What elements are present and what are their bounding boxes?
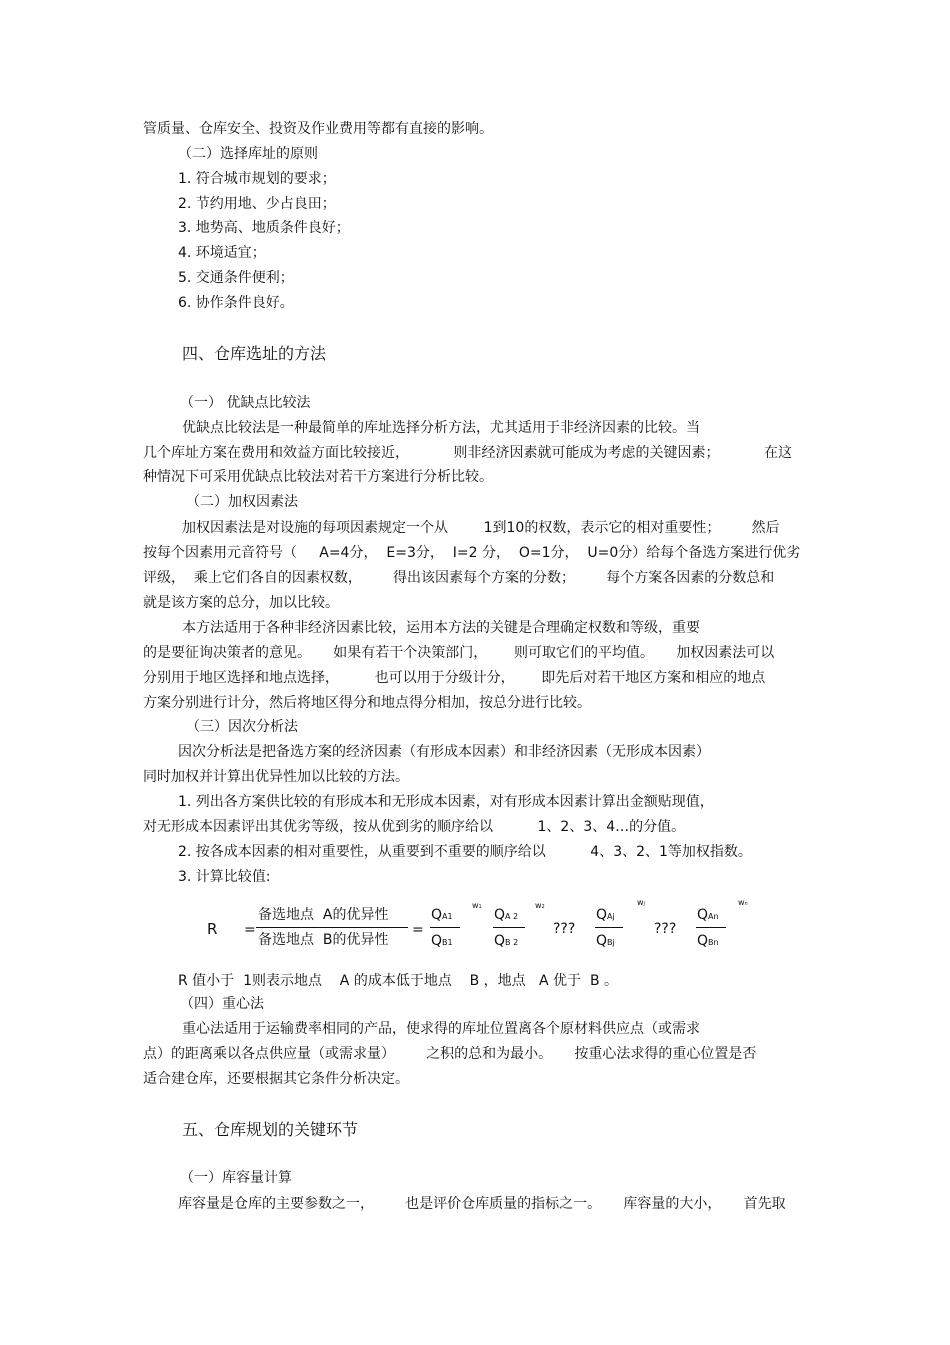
paragraph-line: 评级， 乘上它们各自的因素权数， 得出该因素每个方案的分数； 每个方案各因素的分数总和: [143, 570, 775, 586]
paragraph-line: 几个库址方案在费用和效益方面比较接近， 则非经济因素就可能成为考虑的关键因素； 在这: [143, 445, 793, 461]
weight-exponent: w1: [472, 901, 482, 910]
formula-numerator: 备选地点 A的优异性: [258, 907, 389, 923]
formula-ellipsis: ???: [654, 921, 677, 937]
fraction-bar: [696, 927, 726, 928]
paragraph-line: R 值小于 1则表示地点 A 的成本低于地点 B ，地点 A 优于 B 。: [178, 973, 619, 989]
paragraph-line: 按每个因素用元音符号（ A=4分， E=3分， I=2 分， O=1分， U=0分）给每个备选方案进行优劣: [143, 545, 801, 561]
fraction-bar: [493, 927, 525, 928]
list-item: 1. 符合城市规划的要求；: [178, 171, 336, 187]
comparison-formula: [0, 895, 950, 965]
paragraph-line: 对无形成本因素评出其优劣等级，按从优到劣的顺序给以 1、2、3、4…的分值。: [143, 819, 686, 835]
paragraph-line: 重心法适用于运输费率相同的产品，使求得的库址位置离各个原材料供应点（或需求: [182, 1021, 700, 1037]
formula-equals: =: [244, 922, 256, 938]
quotient-denominator: QBj: [596, 933, 615, 949]
subsection-heading: （一）库容量计算: [180, 1170, 292, 1186]
formula-ellipsis: ???: [553, 921, 576, 937]
paragraph-line: 的是要征询决策者的意见。 如果有若干个决策部门， 则可取它们的平均值。 加权因素法可以: [143, 645, 775, 661]
weight-exponent: wj: [637, 898, 645, 907]
list-item: 6. 协作条件良好。: [178, 295, 294, 311]
formula-denominator: 备选地点 B的优异性: [258, 932, 389, 948]
paragraph-line: 加权因素法是对设施的每项因素规定一个从 1到10的权数，表示它的相对重要性； 然后: [182, 520, 780, 536]
quotient-numerator: QA1: [431, 907, 453, 923]
subsection-heading: （二）选择库址的原则: [178, 146, 318, 162]
paragraph-line: 本方法适用于各种非经济因素比较，运用本方法的关键是合理确定权数和等级，重要: [182, 620, 700, 636]
weight-exponent: w2: [535, 901, 545, 910]
paragraph-line: 2. 按各成本因素的相对重要性，从重要到不重要的顺序给以 4、3、2、1等加权指数。: [178, 844, 752, 860]
fraction-bar: [256, 927, 408, 928]
paragraph-line: 就是该方案的总分，加以比较。: [143, 595, 339, 611]
paragraph-line: 分别用于地区选择和地点选择， 也可以用于分级计分， 即先后对若干地区方案和相应的地点: [143, 670, 766, 686]
quotient-denominator: QB 2: [494, 933, 519, 949]
paragraph-line: 管质量、仓库安全、投资及作业费用等都有直接的影响。: [143, 121, 493, 137]
quotient-denominator: QBn: [697, 933, 719, 949]
list-item: 3. 地势高、地质条件良好；: [178, 220, 350, 236]
list-item: 4. 环境适宜；: [178, 245, 266, 261]
paragraph-line: 同时加权并计算出优异性加以比较的方法。: [143, 769, 409, 785]
paragraph-line: 点）的距离乘以各点供应量（或需求量） 之积的总和为最小。 按重心法求得的重心位置是否: [143, 1046, 757, 1062]
section-title: 四、仓库选址的方法: [182, 344, 327, 363]
paragraph-line: 优缺点比较法是一种最简单的库址选择分析方法，尤其适用于非经济因素的比较。当: [182, 420, 700, 436]
fraction-bar: [430, 927, 460, 928]
paragraph-line: 因次分析法是把备选方案的经济因素（有形成本因素）和非经济因素（无形成本因素）: [178, 744, 710, 760]
list-item: 5. 交通条件便利；: [178, 270, 294, 286]
list-item: 2. 节约用地、少占良田；: [178, 196, 336, 212]
weight-exponent: wn: [738, 898, 748, 907]
paragraph-line: 适合建仓库，还要根据其它条件分析决定。: [143, 1071, 409, 1087]
paragraph-line: 库容量是仓库的主要参数之一， 也是评价仓库质量的指标之一。 库容量的大小， 首先取: [178, 1196, 786, 1212]
paragraph-line: 1. 列出各方案供比较的有形成本和无形成本因素，对有形成本因素计算出金额贴现值，: [178, 794, 714, 810]
paragraph-line: 方案分别进行计分，然后将地区得分和地点得分相加，按总分进行比较。: [143, 695, 591, 711]
section-title: 五、仓库规划的关键环节: [182, 1120, 359, 1139]
paragraph-line: 种情况下可采用优缺点比较法对若干方案进行分析比较。: [143, 469, 493, 485]
quotient-numerator: QAj: [596, 907, 615, 923]
subsection-heading: （三）因次分析法: [186, 719, 298, 735]
paragraph-line: 3. 计算比较值:: [178, 869, 271, 885]
fraction-bar: [595, 927, 623, 928]
subsection-heading: （二）加权因素法: [186, 494, 298, 510]
formula-equals: =: [412, 922, 424, 938]
quotient-numerator: QAn: [697, 907, 719, 923]
formula-r: R: [207, 920, 218, 938]
quotient-denominator: QB1: [431, 933, 453, 949]
subsection-heading: （四）重心法: [180, 996, 264, 1012]
subsection-heading: （一） 优缺点比较法: [180, 395, 311, 411]
quotient-numerator: QA 2: [494, 907, 519, 923]
